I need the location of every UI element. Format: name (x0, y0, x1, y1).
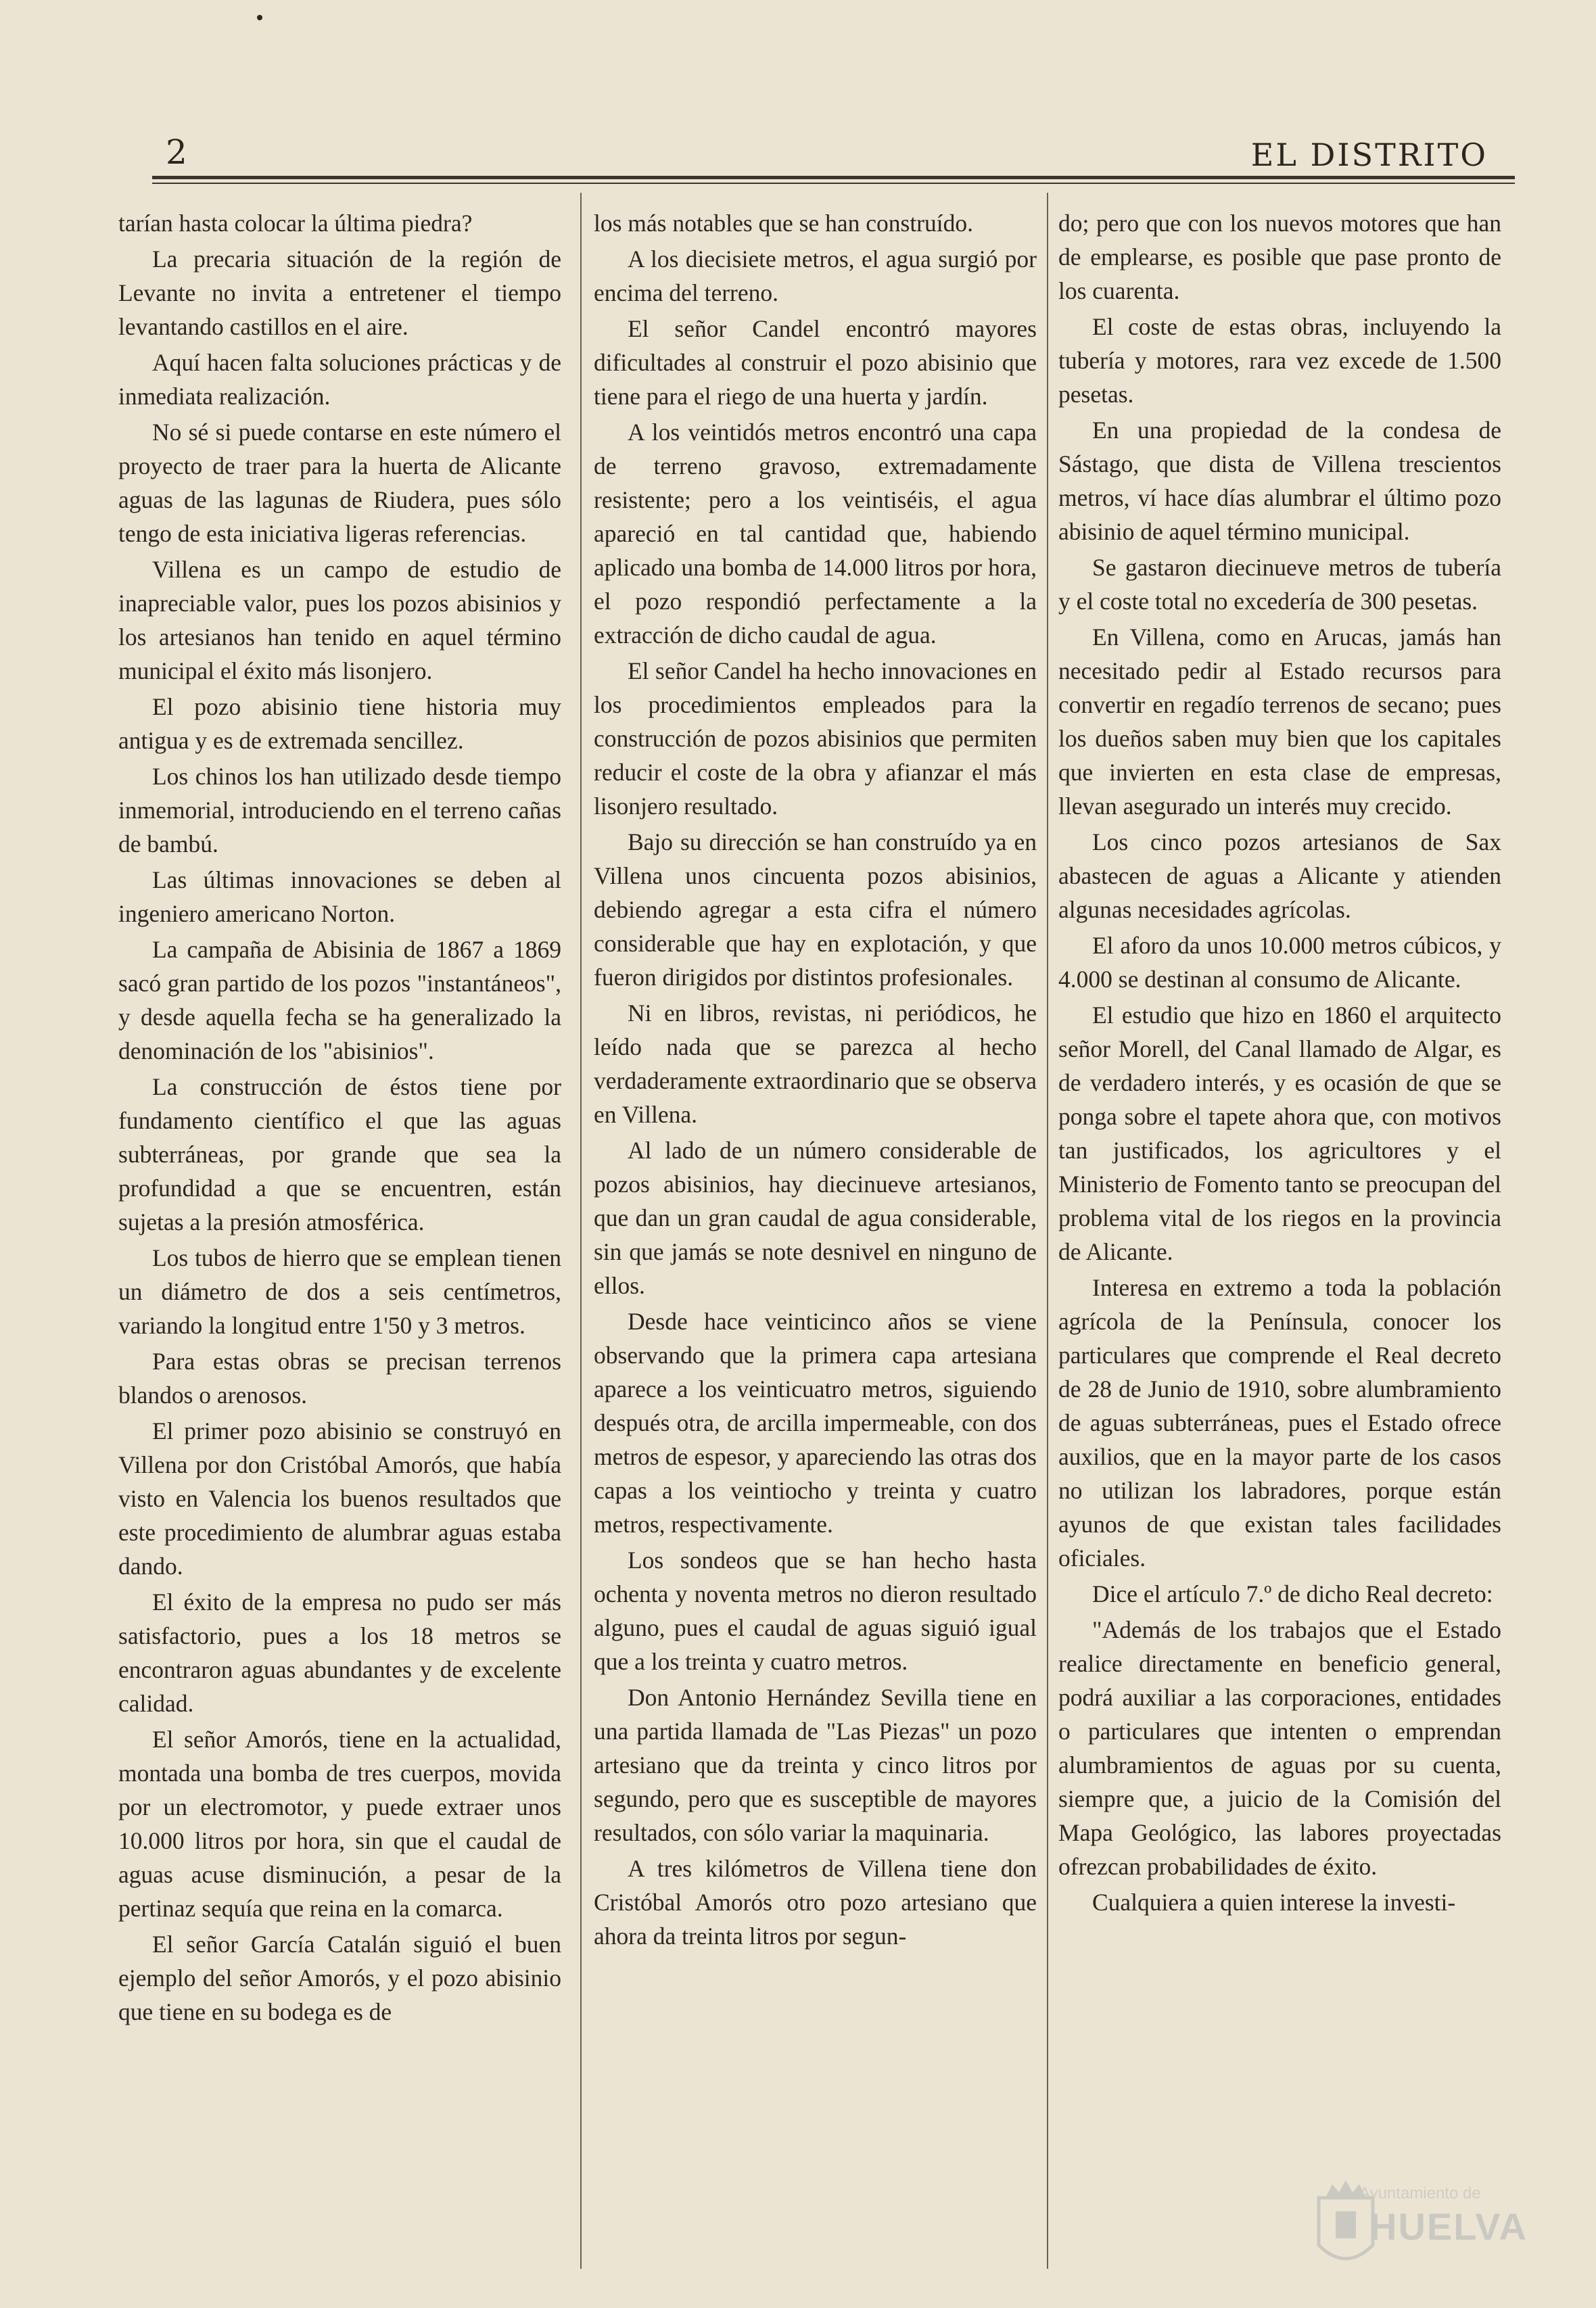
paragraph: Dice el artículo 7.º de dicho Real decreto: (1092, 1580, 1493, 1607)
paragraph: El primer pozo abisinio se construyó en Villena por don Cristóbal Amorós, que había visto en Valencia los buenos resultados que este procedimiento de alumbrar aguas estaba dando. (118, 1417, 561, 1580)
paragraph: Bajo su dirección se han construído ya en Villena unos cincuenta pozos abisinios, debiendo agregar a esta cifra el número considerable que hay en explotación, y que fueron dirigidos por distintos profesionales. (594, 828, 1037, 991)
paragraph: A los veintidós metros encontró una capa de terreno gravoso, extremadamente resistente; pero a los veintiséis, el agua apareció en tal cantidad que, habiendo aplicado una bomba de 14.000 litros por hora, el pozo respondió perfectamente a la extracción de dicho caudal de agua. (594, 419, 1037, 649)
paragraph: do; pero que con los nuevos motores que han de emplearse, es posible que pase pronto de los cuarenta. (1058, 210, 1501, 304)
paragraph: El señor García Catalán siguió el buen ejemplo del señor Amorós, y el pozo abisinio que tiene en su bodega es de (118, 1931, 561, 2025)
header-rule-thin (152, 183, 1515, 184)
paragraph: A tres kilómetros de Villena tiene don Cristóbal Amorós otro pozo artesiano que ahora da treinta litros por segun- (594, 1855, 1037, 1950)
paragraph: El estudio que hizo en 1860 el arquitecto señor Morell, del Canal llamado de Algar, es de verdadero interés, y es ocasión de que se ponga sobre el tapete ahora que, con motivos tan justificados, los agricultores y el Ministerio de Fomento tanto se preocupan del problema vital de los riegos en la provincia de Alicante. (1058, 1002, 1501, 1265)
paragraph: Los chinos los han utilizado desde tiempo inmemorial, introduciendo en el terreno cañas de bambú. (118, 763, 561, 857)
text-column-3 (1058, 206, 1501, 1919)
ink-speck (257, 15, 262, 20)
paragraph: Don Antonio Hernández Sevilla tiene en una partida llamada de "Las Piezas" un pozo artesiano que da treinta y cinco litros por segundo, pero que es susceptible de mayores resultados, con sólo variar la maquinaria. (594, 1684, 1037, 1846)
paragraph: No sé si puede contarse en este número el proyecto de traer para la huerta de Alicante aguas de las lagunas de Riudera, pues sólo tengo de esta iniciativa ligeras referencias. (118, 419, 561, 547)
paragraph: Las últimas innovaciones se deben al ingeniero americano Norton. (118, 866, 561, 927)
paragraph: Villena es un campo de estudio de inapreciable valor, pues los pozos abisinios y los artesianos han tenido en aquel término municipal el éxito más lisonjero. (118, 556, 561, 684)
paragraph: Interesa en extremo a toda la población agrícola de la Península, conocer los particulares que comprende el Real decreto de 28 de Junio de 1910, sobre alumbramiento de aguas subterráneas, pues el Estado ofrece auxilios, que en la mayor parte de los casos no utilizan los labradores, porque están ayunos de que existan tales facilidades oficiales. (1058, 1274, 1501, 1572)
paragraph: A los diecisiete metros, el agua surgió por encima del terreno. (594, 245, 1037, 306)
paragraph: Los cinco pozos artesianos de Sax abastecen de aguas a Alicante y atienden algunas necesidades agrícolas. (1058, 828, 1501, 923)
paragraph: Al lado de un número considerable de pozos abisinios, hay diecinueve artesianos, que dan un gran caudal de agua considerable, sin que jamás se note desnivel en ninguno de ellos. (594, 1137, 1037, 1299)
paragraph: Los tubos de hierro que se emplean tienen un diámetro de dos a seis centímetros, variando la longitud entre 1'50 y 3 metros. (118, 1244, 561, 1339)
paragraph: tarían hasta colocar la última piedra? (118, 210, 473, 237)
paragraph: Se gastaron diecinueve metros de tubería y el coste total no excedería de 300 pesetas. (1058, 554, 1501, 615)
header-rule-thick (152, 176, 1515, 179)
paragraph: En Villena, como en Arucas, jamás han necesitado pedir al Estado recursos para convertir en regadío terrenos de secano; pues los dueños saben muy bien que los capitales que invierten en esta clase de empresas, llevan asegurado un interés muy crecido. (1058, 623, 1501, 820)
paragraph: "Además de los trabajos que el Estado realice directamente en beneficio general, podrá auxiliar a las corporaciones, entidades o particulares que intenten o emprendan alumbramientos de aguas por su cuenta, siempre que, a juicio de la Comisión del Mapa Geológico, las labores proyectadas ofrezcan probabilidades de éxito. (1058, 1616, 1501, 1880)
paragraph: Desde hace veinticinco años se viene observando que la primera capa artesiana aparece a los veinticuatro metros, siguiendo después otra, de arcilla impermeable, con dos metros de espesor, y apareciendo las otras dos capas a los veintiocho y treinta y cuatro metros, respectivamente. (594, 1308, 1037, 1538)
municipal-watermark (1305, 2083, 1528, 2292)
paragraph: El señor Candel encontró mayores dificultades al construir el pozo abisinio que tiene para el riego de una huerta y jardín. (594, 315, 1037, 410)
newspaper-masthead: EL DISTRITO (1250, 137, 1488, 173)
paragraph: Ni en libros, revistas, ni periódicos, he leído nada que se parezca al hecho verdaderamente extraordinario que se observa en Villena. (594, 999, 1037, 1128)
paragraph: La precaria situación de la región de Levante no invita a entretener el tiempo levantando castillos en el aire. (118, 245, 561, 340)
paragraph: Cualquiera a quien interese la investi- (1092, 1889, 1456, 1916)
watermark-line-2: HUELVA (1369, 2205, 1528, 2248)
text-column-1 (118, 206, 561, 2029)
paragraph: En una propiedad de la condesa de Sástago, que dista de Villena trescientos metros, ví hace días alumbrar el último pozo abisinio de aquel término municipal. (1058, 417, 1501, 545)
paragraph: El éxito de la empresa no pudo ser más satisfactorio, pues a los 18 metros se encontraron aguas abundantes y de excelente calidad. (118, 1588, 561, 1717)
paragraph: Aquí hacen falta soluciones prácticas y de inmediata realización. (118, 349, 561, 410)
paragraph: El coste de estas obras, incluyendo la tubería y motores, rara vez excede de 1.500 pesetas. (1058, 313, 1501, 408)
paragraph: El señor Amorós, tiene en la actualidad, montada una bomba de tres cuerpos, movida por un electromotor, y puede extraer unos 10.000 litros por hora, sin que el caudal de aguas acuse disminución, a pesar de la pertinaz sequía que reina en la comarca. (118, 1726, 561, 1922)
paragraph: Los sondeos que se han hecho hasta ochenta y noventa metros no dieron resultado alguno, pues el caudal de aguas siguió igual que a los treinta y cuatro metros. (594, 1547, 1037, 1675)
column-divider-1 (580, 193, 582, 2269)
page-header (152, 132, 1491, 172)
paragraph: La construcción de éstos tiene por fundamento científico el que las aguas subterráneas, por grande que sea la profundidad a que se encuentren, están sujetas a la presión atmosférica. (118, 1073, 561, 1235)
text-column-2 (594, 206, 1037, 1953)
page-number: 2 (166, 133, 187, 172)
paragraph: Para estas obras se precisan terrenos blandos o arenosos. (118, 1348, 561, 1409)
paragraph: La campaña de Abisinia de 1867 a 1869 sacó gran partido de los pozos "instantáneos", y desde aquella fecha se ha generalizado la denominación de los "abisinios". (118, 936, 561, 1064)
paragraph: los más notables que se han construído. (594, 210, 973, 237)
paragraph: El aforo da unos 10.000 metros cúbicos, y 4.000 se destinan al consumo de Alicante. (1058, 932, 1501, 993)
paragraph: El señor Candel ha hecho innovaciones en los procedimientos empleados para la construcción de pozos abisinios que permiten reducir el coste de la obra y afianzar el más lisonjero resultado. (594, 657, 1037, 820)
watermark-line-1: Ayuntamiento de (1359, 2184, 1481, 2203)
paragraph: El pozo abisinio tiene historia muy antigua y es de extremada sencillez. (118, 693, 561, 754)
column-divider-2 (1047, 193, 1048, 2269)
